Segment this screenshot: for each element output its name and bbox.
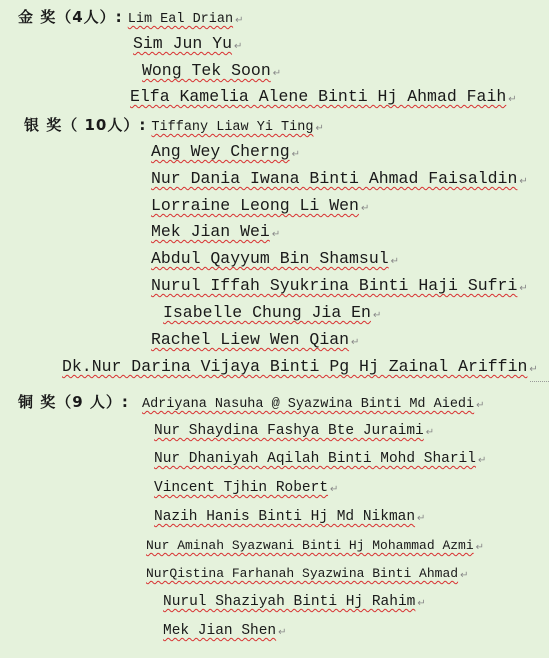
gold-award-heading: 金 奖（4人）:: [18, 8, 123, 26]
paragraph-mark-icon: ↵: [271, 229, 281, 240]
paragraph-mark-icon: ↵: [476, 400, 485, 411]
bronze-name: Nazih Hanis Binti Hj Md Nikman ↵: [154, 509, 426, 525]
silver-name: Abdul Qayyum Bin Shamsul ↵: [151, 249, 400, 268]
paragraph-mark-icon: ↵: [351, 337, 360, 348]
paragraph-mark-icon: ↵: [291, 149, 301, 160]
bronze-first-name: Adriyana Nasuha @ Syazwina Binti Md Aiedi: [141, 397, 475, 412]
silver-name: Lorraine Leong Li Wen ↵: [151, 196, 370, 215]
paragraph-mark-icon: ↵: [508, 94, 517, 105]
silver-name: Nur Dania Iwana Binti Ahmad Faisaldin ↵: [151, 169, 528, 188]
paragraph-mark-icon: ↵: [475, 542, 485, 553]
paragraph-mark-icon: ↵: [315, 123, 324, 134]
paragraph-mark-icon: ↵: [272, 68, 282, 79]
bronze-heading-line: [18, 394, 485, 412]
silver-name: Isabelle Chung Jia En ↵: [163, 303, 382, 322]
gold-name: Elfa Kamelia Alene Binti Hj Ahmad Faih ↵: [130, 87, 517, 106]
gold-first-name: Lim Eal Drian: [127, 12, 234, 27]
paragraph-mark-icon: ↵: [529, 364, 538, 375]
bronze-name: Vincent Tjhin Robert ↵: [154, 480, 339, 496]
paragraph-mark-icon: ↵: [417, 513, 426, 524]
paragraph-mark-icon: ↵: [519, 176, 528, 187]
paragraph-mark-icon: ↵: [234, 41, 243, 52]
bronze-name: Nur Dhaniyah Aqilah Binti Mohd Sharil ↵: [154, 451, 487, 467]
bronze-name: Nur Shaydina Fashya Bte Juraimi ↵: [154, 423, 435, 439]
paragraph-mark-icon: ↵: [425, 427, 435, 438]
paragraph-mark-icon: ↵: [519, 283, 528, 294]
bronze-award-heading: 铜 奖（9 人）:: [18, 393, 129, 411]
paragraph-mark-icon: ↵: [360, 203, 370, 214]
silver-name: Mek Jian Wei ↵: [151, 222, 281, 241]
paragraph-mark-icon: ↵: [477, 455, 487, 466]
bronze-name: NurQistina Farhanah Syazwina Binti Ahmad ↵: [146, 566, 469, 581]
paragraph-mark-icon: ↵: [460, 570, 469, 581]
paragraph-mark-icon: ↵: [372, 310, 382, 321]
silver-award-heading: 银 奖（ 10人）:: [24, 116, 147, 134]
bronze-name: Mek Jian Shen ↵: [163, 623, 287, 639]
paragraph-mark-icon: ↵: [278, 627, 287, 638]
paragraph-mark-icon: ↵: [330, 484, 339, 495]
silver-name: Dk.Nur Darina Vijaya Binti Pg Hj Zainal Ariffin ↵: [62, 357, 538, 376]
silver-first-name: Tiffany Liaw Yi Ting: [151, 120, 314, 135]
silver-name: Rachel Liew Wen Qian ↵: [151, 330, 360, 349]
silver-name: Ang Wey Cherng ↵: [151, 142, 301, 161]
gold-name: Wong Tek Soon ↵: [142, 61, 282, 80]
silver-heading-line: [24, 117, 324, 135]
gold-name: Sim Jun Yu ↵: [133, 34, 243, 53]
gold-heading-line: [18, 9, 243, 27]
paragraph-mark-icon: ↵: [390, 256, 400, 267]
paragraph-mark-icon: ↵: [417, 598, 426, 609]
silver-name: Nurul Iffah Syukrina Binti Haji Sufri ↵: [151, 276, 528, 295]
paragraph-mark-icon: ↵: [235, 15, 244, 26]
bronze-name: Nurul Shaziyah Binti Hj Rahim ↵: [163, 594, 426, 610]
dotted-divider: [530, 381, 549, 382]
bronze-name: Nur Aminah Syazwani Binti Hj Mohammad Azmi ↵: [146, 538, 485, 553]
